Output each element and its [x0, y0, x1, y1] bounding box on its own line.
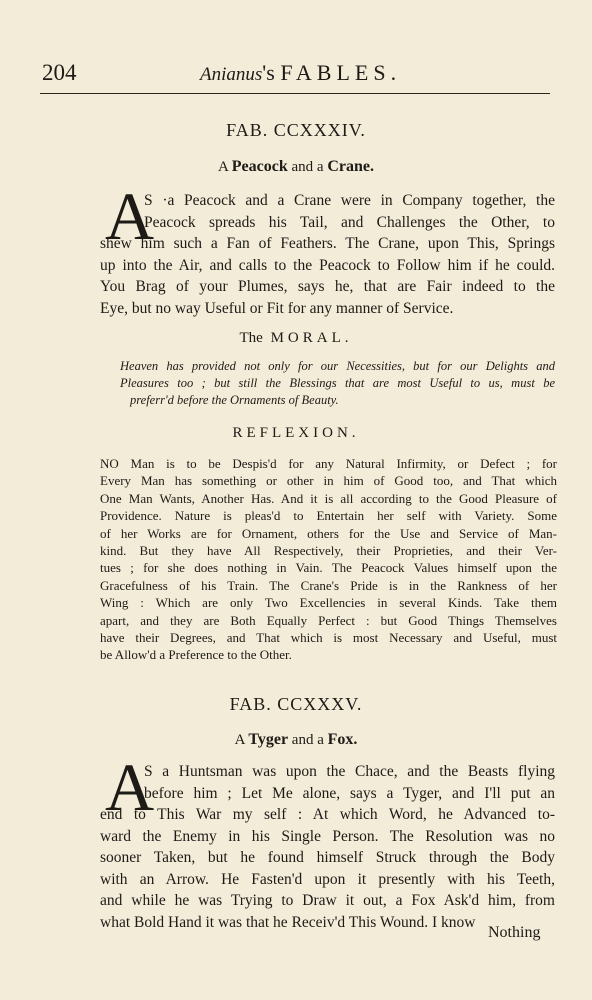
text-line: what Bold Hand it was that he Receiv'd This Wound. I know — [100, 913, 476, 931]
text-line: One Man Wants, Another Has. And it is all according to the Good Pleasure of — [100, 490, 557, 506]
header-rule — [40, 93, 550, 94]
text-line: have their Degrees, and That which is most Necessary and Useful, must — [100, 630, 557, 646]
text-line: apart, and they are Both Equally Perfect : but Good Things Themselves — [100, 612, 557, 628]
fable-text — [100, 190, 555, 319]
text-line: up into the Air, and calls to the Peacock to Follow him if he could. — [100, 256, 555, 274]
text-line: You Brag of your Plumes, says he, that are Fair indeed to the — [100, 278, 555, 295]
running-title-caps: FABLES. — [280, 60, 402, 85]
text-line: S ·a Peacock and a Crane were in Company together, the — [144, 192, 555, 209]
text-line: end to This War my self : At which Word, he Advanced to- — [100, 806, 555, 823]
moral-text — [120, 358, 555, 409]
catchword: Nothing — [488, 924, 541, 941]
text-line: before him ; Let Me alone, says a Tyger, and I'll put an — [144, 784, 555, 802]
text-line: Gracefulness of his Train. The Crane's Pride is in the Rankness of her — [100, 577, 557, 593]
text-line: ward the Enemy in his Single Person. The Resolution was no — [100, 827, 555, 845]
fable-title: A Tyger and a Fox. — [234, 731, 358, 748]
reflexion-heading: REFLEXION. — [232, 425, 360, 441]
text-line: and while he was Trying to Draw it out, a Fox Ask'd him, from — [100, 892, 555, 909]
text-line: NO Man is to be Despis'd for any Natural Infirmity, or Defect ; for — [100, 456, 557, 471]
text-line: sooner Taken, but he found himself Struck through the Body — [100, 849, 555, 866]
text-line: with an Arrow. He Fasten'd upon it presently with his Teeth, — [100, 870, 555, 888]
text-line: of her Works are for Ornament, others for the Use and Service of Man- — [100, 525, 557, 541]
fable-title: A Peacock and a Crane. — [218, 158, 374, 175]
text-line: Providence. Nature is pleas'd to Entertain her self with Variety. Some — [100, 508, 557, 524]
text-line: be Allow'd a Preference to the Other. — [100, 647, 292, 663]
moral-heading: The MORAL. — [239, 330, 353, 346]
text-line: Eye, but no way Useful or Fit for any manner of Service. — [100, 299, 454, 317]
text-line: Pleasures too ; but still the Blessings that are most Useful to us, must be — [120, 376, 555, 390]
drop-cap: A — [105, 749, 155, 825]
running-header — [40, 56, 550, 92]
running-title-author: Anianus — [200, 64, 263, 85]
text-line: shew him such a Fan of Feathers. The Crane, upon This, Springs — [100, 235, 555, 252]
page-number: 204 — [42, 60, 77, 85]
text-line: Every Man has something or other in him of Good too, and That which — [100, 473, 557, 489]
fable-number: FAB. CCXXXIV. — [226, 120, 366, 140]
fable-text — [100, 761, 555, 933]
fable-number: FAB. CCXXXV. — [229, 694, 363, 714]
text-line: preferr'd before the Ornaments of Beauty. — [130, 393, 339, 407]
text-line: Wing : Which are only Two Excellencies in several Kinds. Take them — [100, 595, 557, 611]
text-line: S a Huntsman was upon the Chace, and the Beasts flying — [144, 763, 555, 780]
text-line: Heaven has provided not only for our Necessities, but for our Delights and — [120, 359, 555, 373]
text-line: Peacock spreads his Tail, and Challenges the Other, to — [144, 213, 555, 231]
reflexion-text — [100, 455, 557, 664]
running-title-suffix: 's — [262, 60, 275, 85]
running-title — [200, 60, 401, 86]
drop-cap: A — [105, 178, 155, 254]
text-line: tues ; for she does nothing in Vain. The Peacock Values himself upon the — [100, 560, 557, 576]
text-line: kind. But they have All Respectively, their Proprieties, and their Ver- — [100, 543, 557, 559]
